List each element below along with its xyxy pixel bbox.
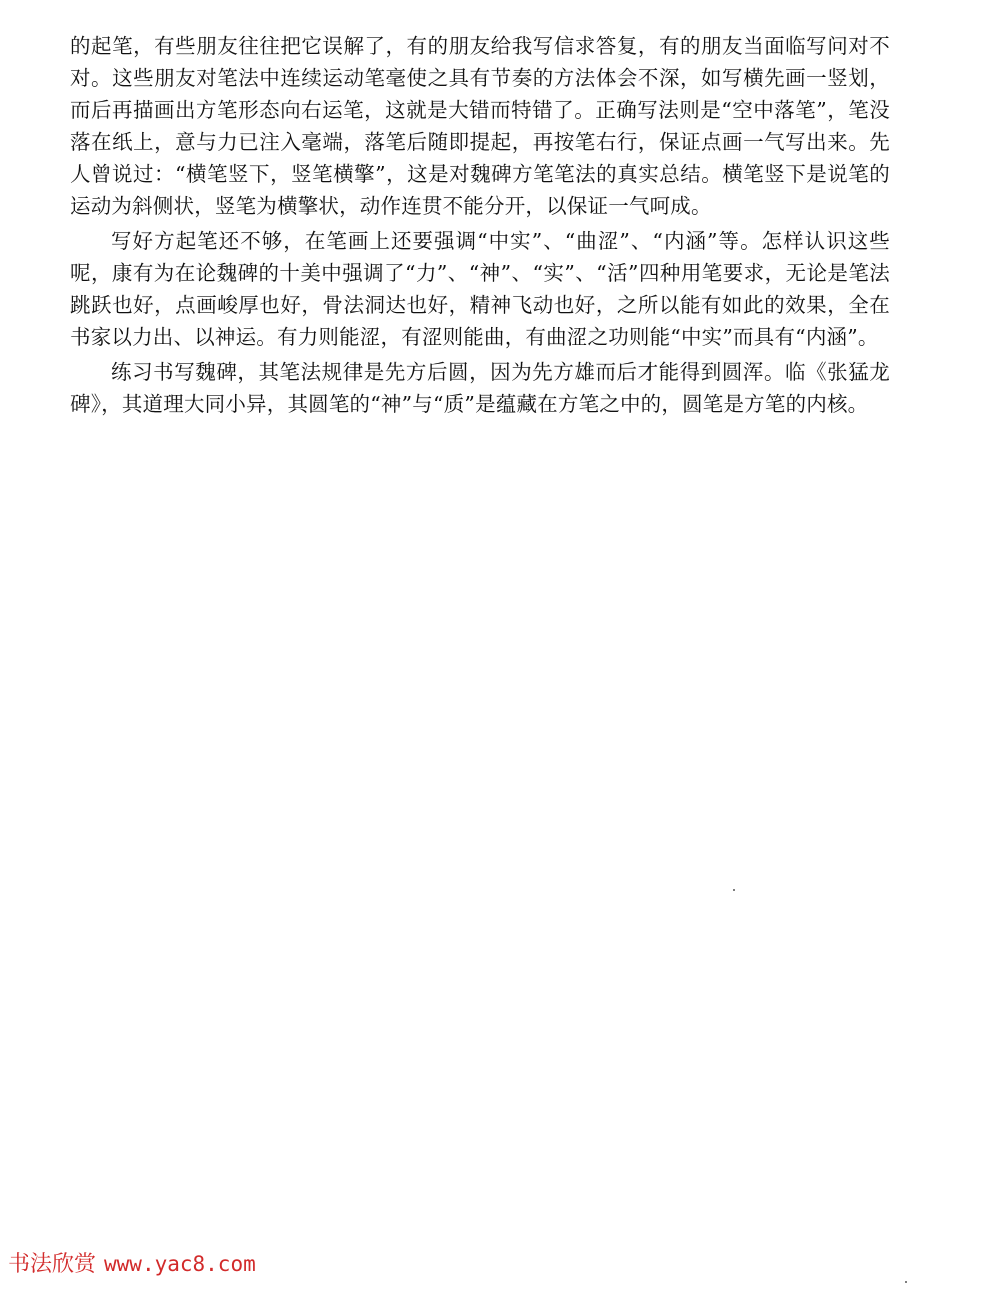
- paragraph-1: 的起笔，有些朋友往往把它误解了，有的朋友给我写信求答复，有的朋友当面临写问对不对。这些朋友对笔法中连续运动笔毫使之具有节奏的方法体会不深，如写横先画一竖划，而后再描画出方笔形态向右运笔，这就是大错而特错了。正确写法则是“空中落笔”，笔没落在纸上，意与力已注入毫端，落笔后随即提起，再按笔右行，保证点画一气写出来。先人曾说过：“横笔竖下，竖笔横擎”，这是对魏碑方笔笔法的真实总结。横笔竖下是说笔的运动为斜侧状，竖笔为横擎状，动作连贯不能分开，以保证一气呵成。: [70, 34, 890, 218]
- watermark-url: www.yac8.com: [104, 1252, 256, 1276]
- body-text: [70, 30, 890, 420]
- paragraph-3: 练习书写魏碑，其笔法规律是先方后圆，因为先方雄而后才能得到圆浑。临《张猛龙碑》，其道理大同小异，其圆笔的“神”与“质”是蕴藏在方笔之中的，圆笔是方笔的内核。: [70, 360, 890, 416]
- watermark-site-name: 书法欣赏: [8, 1252, 97, 1277]
- watermark: [8, 1247, 256, 1278]
- scan-speck: [733, 889, 735, 891]
- paragraph-2: 写好方起笔还不够，在笔画上还要强调“中实”、“曲涩”、“内涵”等。怎样认识这些呢，康有为在论魏碑的十美中强调了“力”、“神”、“实”、“活”四种用笔要求，无论是笔法跳跃也好，点画峻厚也好，骨法洞达也好，精神飞动也好，之所以能有如此的效果，全在书家以力出、以神运。有力则能涩，有涩则能曲，有曲涩之功则能“中实”而具有“内涵”。: [70, 229, 890, 349]
- scan-speck: [905, 1281, 907, 1283]
